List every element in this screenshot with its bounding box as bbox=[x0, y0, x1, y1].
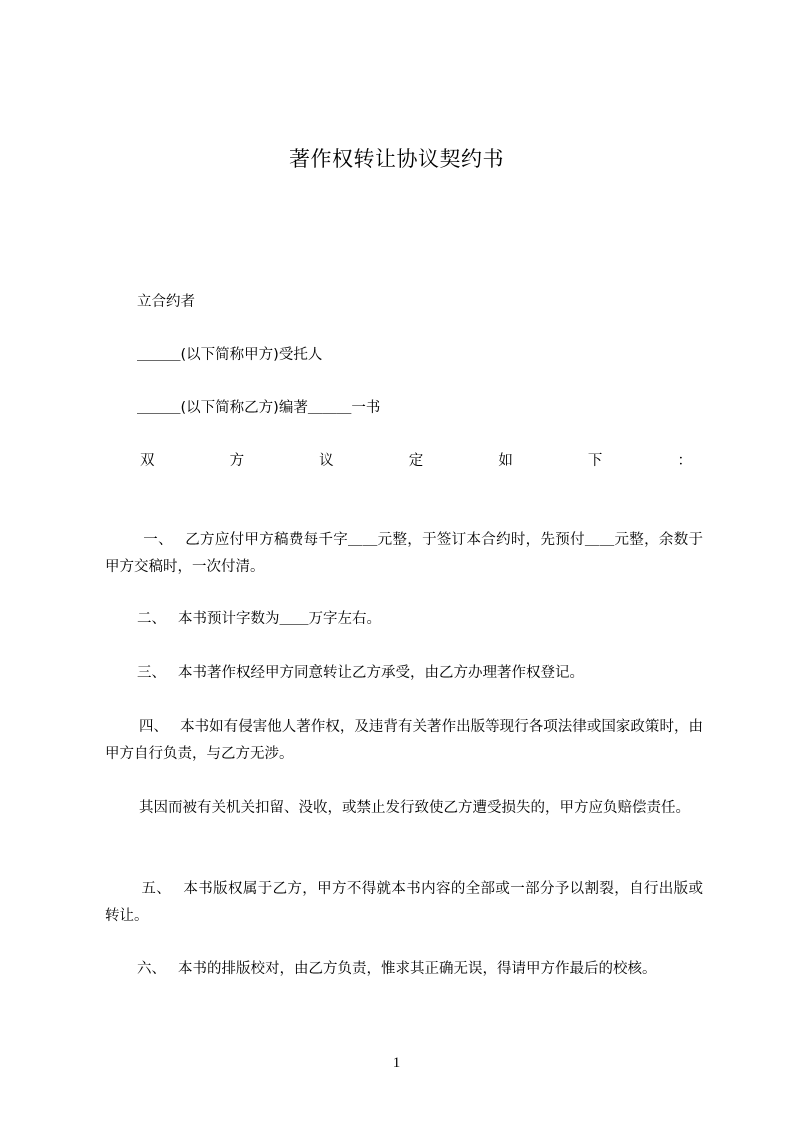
intro-char: 议 bbox=[319, 453, 334, 469]
clause-4-continuation bbox=[105, 795, 703, 822]
clause-text: 本书著作权经甲方同意转让乙方承受，由乙方办理著作权登记。 bbox=[178, 665, 584, 681]
clause-number: 四、 bbox=[139, 719, 169, 735]
clause-2 bbox=[105, 606, 703, 633]
clause-number: 三、 bbox=[137, 665, 166, 681]
clause-1 bbox=[105, 527, 703, 581]
intro-char: ： bbox=[677, 453, 692, 469]
clause-text: 乙方应付甲方稿费每千字＿＿元整，于签订本合约时，先预付＿＿元整，余数于甲方交稿时，一次付清。 bbox=[105, 532, 704, 575]
clause-number: 二、 bbox=[137, 611, 166, 627]
intro-char: 定 bbox=[408, 453, 424, 469]
clause-number: 一、 bbox=[143, 532, 173, 548]
intro-char: 方 bbox=[229, 453, 245, 469]
clause-text: 本书版权属于乙方，甲方不得就本书内容的全部或一部分予以割裂，自行出版或转让。 bbox=[105, 881, 704, 924]
clause-text: 其因而被有关机关扣留、没收，或禁止发行致使乙方遭受损失的，甲方应负赔偿责任。 bbox=[139, 800, 690, 816]
clause-text: 本书预计字数为＿＿万字左右。 bbox=[178, 611, 381, 627]
clause-6 bbox=[105, 956, 703, 983]
agreement-intro bbox=[140, 451, 692, 471]
clause-4 bbox=[105, 714, 703, 768]
page-number: 1 bbox=[392, 1055, 401, 1071]
clause-number: 六、 bbox=[137, 961, 166, 977]
document-title: 著作权转让协议契约书 bbox=[289, 147, 504, 171]
intro-char: 如 bbox=[498, 453, 513, 469]
clause-number: 五、 bbox=[141, 881, 172, 897]
clause-5 bbox=[105, 876, 703, 930]
clause-text: 本书如有侵害他人著作权，及违背有关著作出版等现行各项法律或国家政策时，由甲方自行负责，与乙方无涉。 bbox=[105, 719, 703, 762]
intro-char: 双 bbox=[140, 453, 155, 469]
parties-heading: 立合约者 bbox=[137, 294, 195, 310]
intro-char: 下 bbox=[587, 453, 603, 469]
clause-3 bbox=[105, 660, 703, 687]
party-b-line: ＿＿＿(以下简称乙方)编著＿＿＿一书 bbox=[137, 400, 381, 416]
party-a-line: ＿＿＿(以下简称甲方)受托人 bbox=[137, 347, 323, 363]
clause-text: 本书的排版校对，由乙方负责，惟求其正确无误，得请甲方作最后的校核。 bbox=[178, 961, 657, 977]
